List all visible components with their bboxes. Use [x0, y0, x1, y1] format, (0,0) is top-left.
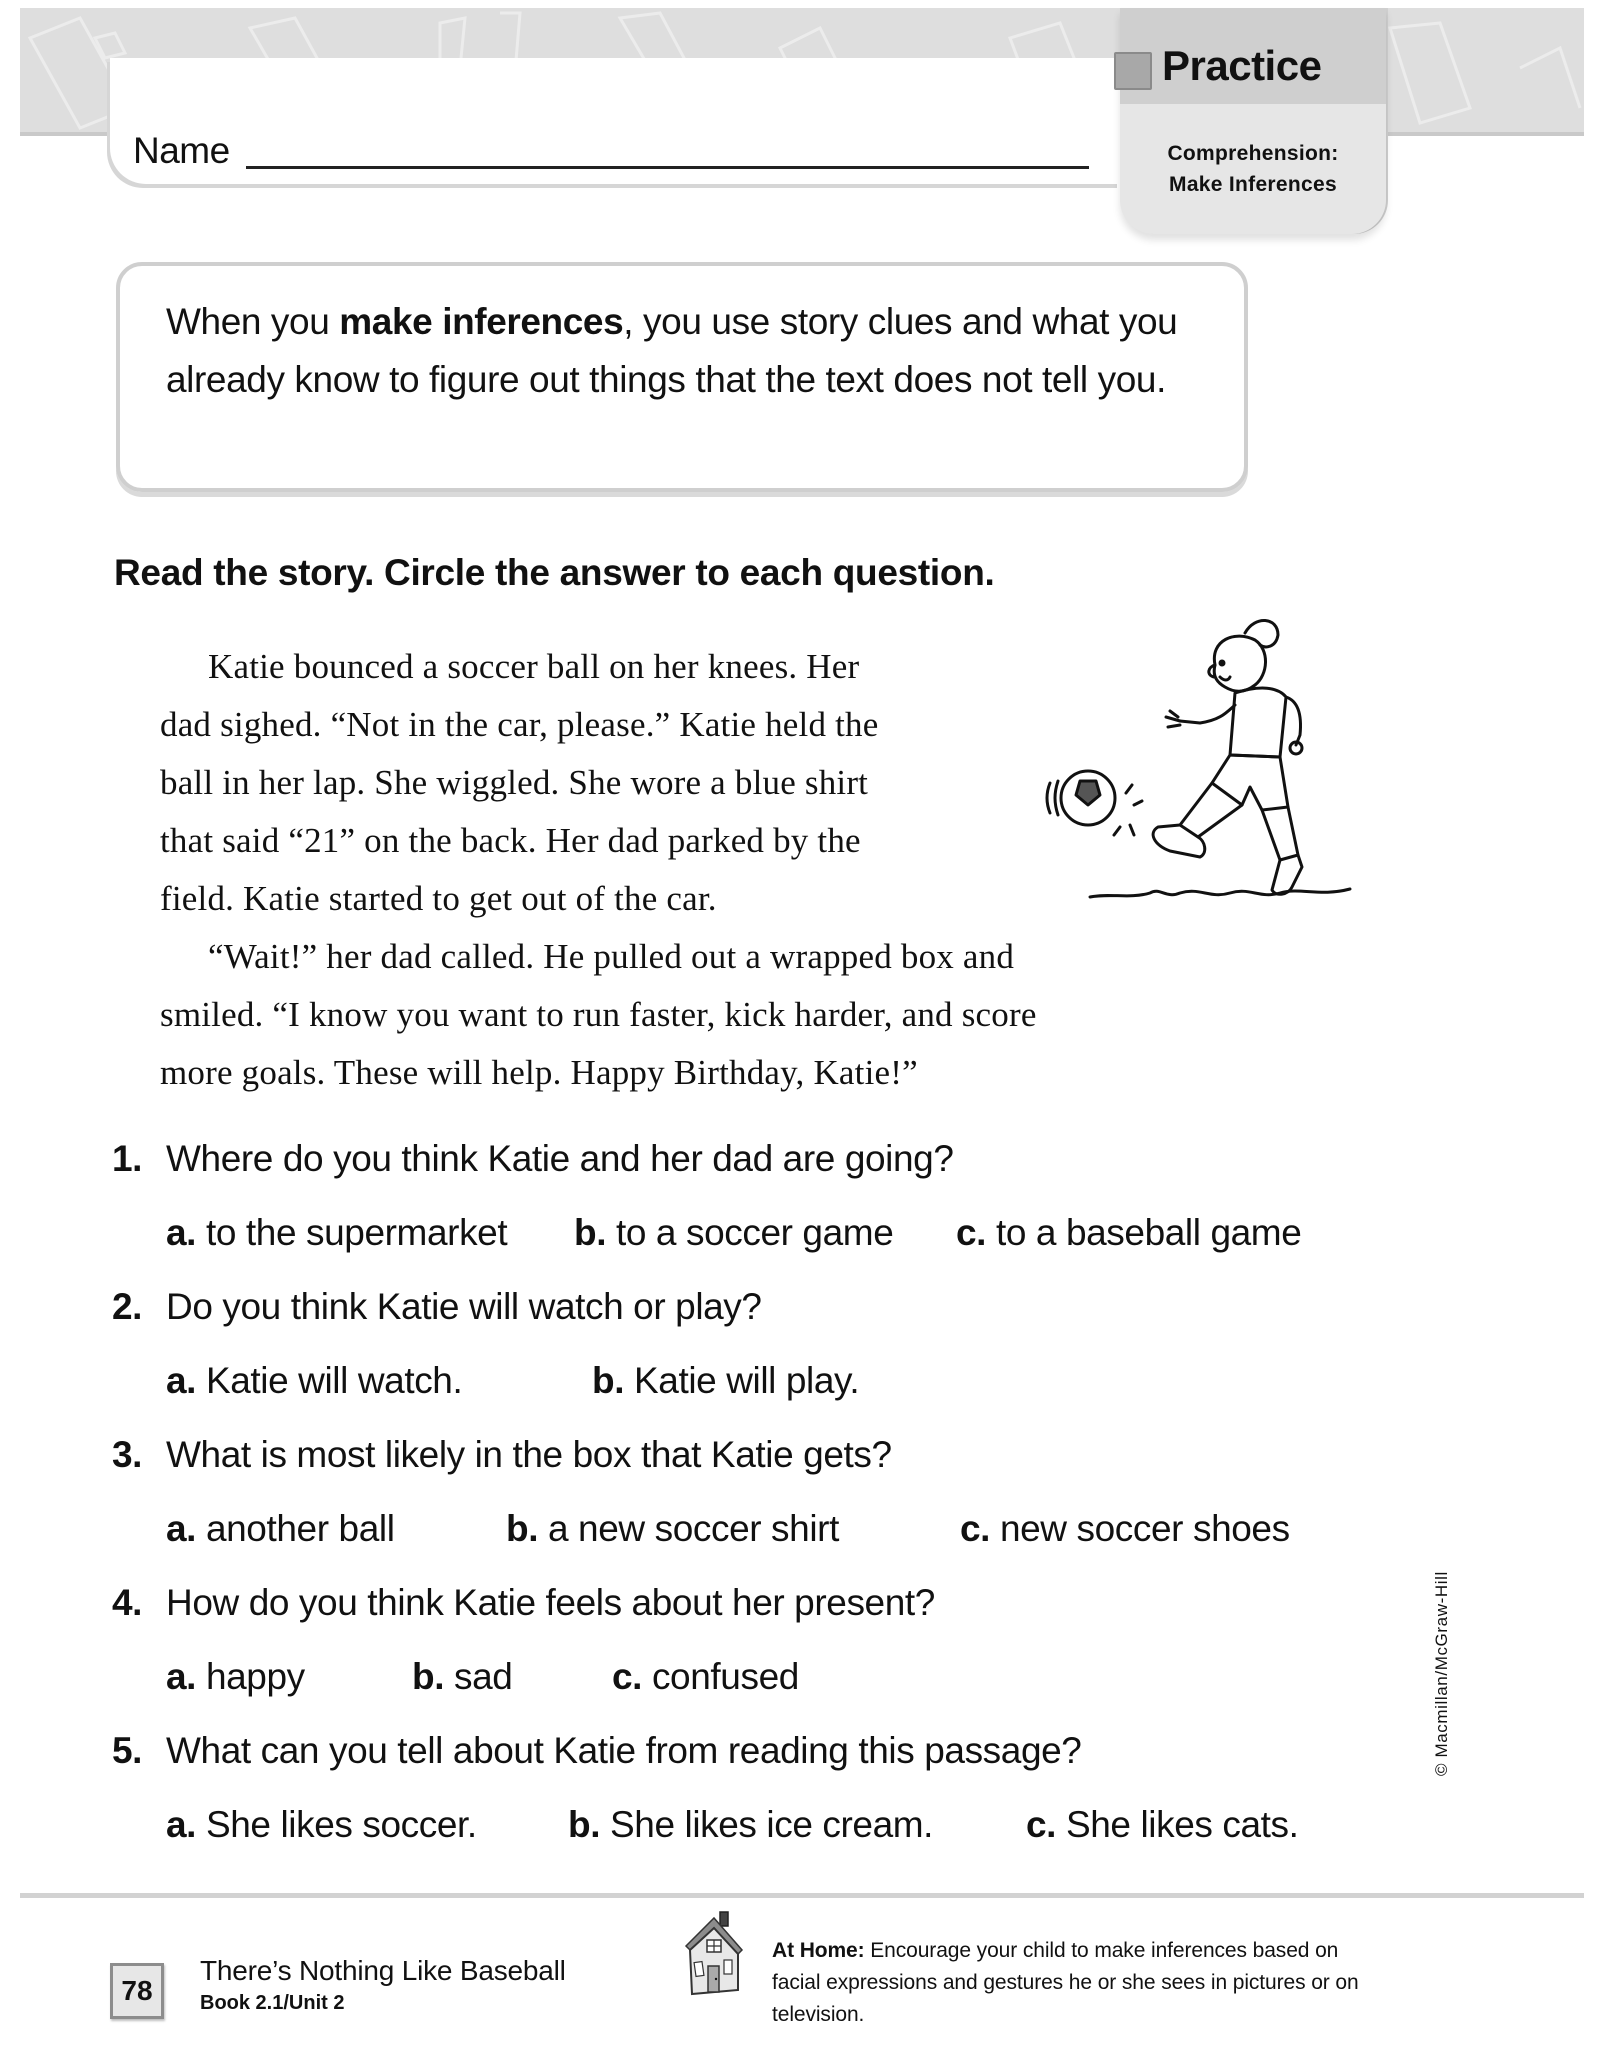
story-line: smiled. “I know you want to run faster, kick harder, and score	[160, 995, 1037, 1034]
story-line: that said “21” on the back. Her dad parked by the	[160, 821, 861, 860]
question-number: 1.	[112, 1138, 143, 1179]
shorts	[1212, 755, 1288, 810]
option-text: She likes ice cream.	[609, 1804, 934, 1845]
answer-option[interactable]	[412, 1656, 512, 1698]
answer-option[interactable]	[960, 1508, 1290, 1550]
story-title: There’s Nothing Like Baseball	[200, 1955, 566, 1986]
option-letter: c.	[956, 1212, 987, 1253]
question-text: What is most likely in the box that Katie gets?	[166, 1434, 892, 1475]
option-letter: a.	[166, 1804, 197, 1845]
answer-option[interactable]	[166, 1508, 395, 1550]
square-icon	[1114, 52, 1152, 90]
footer-divider	[20, 1893, 1584, 1898]
story-line: more goals. These will help. Happy Birthday, Katie!”	[160, 1053, 918, 1092]
skill-subtitle-line-1: Comprehension:	[1167, 142, 1339, 165]
right-arm	[1286, 697, 1300, 745]
option-text: to the supermarket	[205, 1212, 508, 1253]
option-text: sad	[453, 1656, 513, 1697]
standing-shoe	[1272, 855, 1302, 894]
question-text: How do you think Katie feels about her present?	[166, 1582, 935, 1623]
question-1	[112, 1138, 954, 1180]
option-letter: b.	[568, 1804, 601, 1845]
definition-text	[166, 293, 1226, 409]
question-number: 3.	[112, 1434, 143, 1475]
kicking-leg	[1180, 783, 1242, 837]
option-letter: c.	[1026, 1804, 1057, 1845]
story-line: field. Katie started to get out of the car.	[160, 879, 717, 918]
question-number: 2.	[112, 1286, 143, 1327]
practice-title: Practice	[1162, 42, 1322, 89]
name-input-line[interactable]	[246, 166, 1089, 169]
answer-option[interactable]	[166, 1212, 507, 1254]
answer-option[interactable]	[166, 1360, 462, 1402]
left-arm	[1180, 705, 1235, 723]
question-text: Do you think Katie will watch or play?	[166, 1286, 762, 1327]
at-home-note	[772, 1935, 1392, 2031]
question-4	[112, 1582, 935, 1624]
shirt	[1230, 688, 1286, 757]
option-text: a new soccer shirt	[547, 1508, 839, 1549]
definition-prefix: When you	[166, 301, 340, 342]
option-text: another ball	[205, 1508, 395, 1549]
question-3	[112, 1434, 892, 1476]
ponytail	[1245, 620, 1278, 646]
question-2	[112, 1286, 762, 1328]
instructions: Read the story. Circle the answer to each question.	[114, 552, 995, 593]
kicking-shoe	[1153, 825, 1205, 857]
definition-term: make inferences	[339, 301, 624, 342]
answer-option[interactable]	[166, 1804, 477, 1846]
option-letter: b.	[506, 1508, 539, 1549]
option-letter: a.	[166, 1360, 197, 1401]
option-text: Katie will play.	[633, 1360, 860, 1401]
at-home-text: Encourage your child to make inferences based on facial expressions and gestures he or she sees in pictures or on television.	[772, 1939, 1359, 2026]
skill-subtitle-line-2: Make Inferences	[1169, 173, 1337, 196]
answer-option[interactable]	[506, 1508, 839, 1550]
answer-option[interactable]	[612, 1656, 799, 1698]
book-unit: Book 2.1/Unit 2	[200, 1992, 345, 2014]
girl-kicking-soccer-ball-illustration	[1030, 605, 1390, 915]
story-line: Katie bounced a soccer ball on her knees. Her	[208, 647, 860, 686]
option-text: She likes cats.	[1065, 1804, 1299, 1845]
option-text: new soccer shoes	[999, 1508, 1290, 1549]
story-line: ball in her lap. She wiggled. She wore a blue shirt	[160, 763, 869, 802]
house-icon	[682, 1910, 744, 1998]
option-letter: b.	[574, 1212, 607, 1253]
definition-suffix: , you use story clues and what you already know to figure out things that the text does not tell you.	[166, 301, 1178, 400]
answer-option[interactable]	[574, 1212, 893, 1254]
option-letter: a.	[166, 1656, 197, 1697]
option-letter: a.	[166, 1212, 197, 1253]
option-text: She likes soccer.	[205, 1804, 477, 1845]
option-letter: b.	[412, 1656, 445, 1697]
question-text: Where do you think Katie and her dad are going?	[166, 1138, 954, 1179]
answer-option[interactable]	[1026, 1804, 1299, 1846]
answer-option[interactable]	[592, 1360, 859, 1402]
question-number: 5.	[112, 1730, 143, 1771]
option-text: happy	[205, 1656, 305, 1697]
option-text: Katie will watch.	[205, 1360, 463, 1401]
option-letter: b.	[592, 1360, 625, 1401]
option-letter: c.	[960, 1508, 991, 1549]
question-text: What can you tell about Katie from reading this passage?	[166, 1730, 1082, 1771]
answer-option[interactable]	[568, 1804, 933, 1846]
copyright-notice: © Macmillan/McGraw-Hill	[1432, 1571, 1451, 1776]
option-letter: a.	[166, 1508, 197, 1549]
answer-option[interactable]	[956, 1212, 1301, 1254]
skill-subtitle	[1120, 138, 1386, 200]
option-text: to a baseball game	[995, 1212, 1302, 1253]
name-label: Name	[133, 130, 230, 171]
option-text: to a soccer game	[615, 1212, 894, 1253]
option-text: confused	[651, 1656, 799, 1697]
answer-option[interactable]	[166, 1656, 305, 1698]
question-number: 4.	[112, 1582, 143, 1623]
option-letter: c.	[612, 1656, 643, 1697]
question-5	[112, 1730, 1081, 1772]
standing-leg	[1262, 807, 1298, 860]
story-line: dad sighed. “Not in the car, please.” Katie held the	[160, 705, 879, 744]
page-number: 78	[110, 1963, 164, 2019]
story-line: “Wait!” her dad called. He pulled out a wrapped box and	[208, 937, 1015, 976]
at-home-label: At Home:	[772, 1939, 865, 1962]
grass	[1090, 889, 1350, 897]
